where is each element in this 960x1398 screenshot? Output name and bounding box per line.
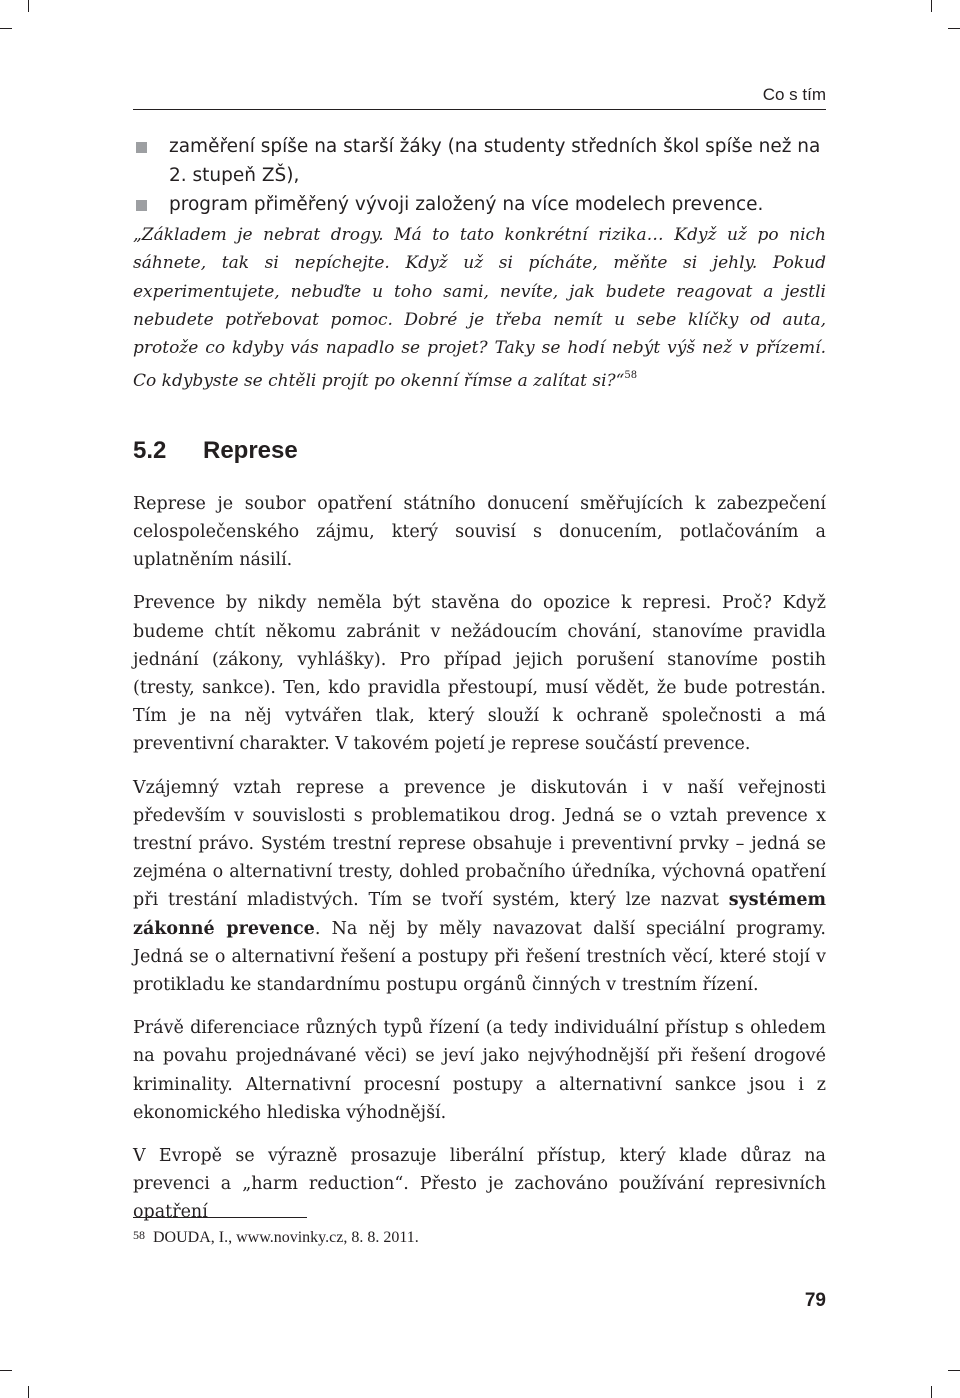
square-bullet-icon: [136, 200, 147, 211]
paragraph: Právě diferenciace různých typů řízení (a tedy individuální přístup s ohledem na povahu projednávané věci) se jeví jako nejvýhodnější při řešení drogové kriminality. Alternativní procesní postupy a alternativní sankce jsou i z ekonomického hlediska výhodnější.: [133, 1018, 826, 1123]
crop-mark-top-right-v: [931, 0, 932, 12]
crop-mark-bottom-left-v: [28, 1386, 29, 1398]
square-bullet-icon: [136, 142, 147, 153]
section-title: Represe: [203, 436, 298, 464]
section-number: 5.2: [133, 436, 167, 464]
crop-mark-top-right-h: [948, 28, 960, 29]
bold-term: systémem zákonné prevence: [133, 890, 826, 939]
bullet-list: [133, 132, 826, 219]
italic-quote: [133, 221, 826, 396]
paragraph: Prevence by nikdy neměla být stavěna do opozice k represi. Proč? Když budeme chtít někomu zabránit v nežádoucím chování, stanovíme pravidla jednání (zákony, vyhlášky). Pro případ jejich porušení stanovíme postih (tresty, sankce). Ten, kdo pravidla přestoupí, musí vědět, že bude potrestán. Tím je na něj vytvářen tlak, který slouží k ochraně společnosti a má preventivní charakter. V takovém pojetí je represe součástí prevence.: [133, 593, 826, 755]
running-title: Co s tím: [762, 85, 826, 104]
running-header: [133, 85, 826, 110]
section-heading: [133, 436, 826, 466]
paragraph-text: . Na něj by měly navazovat další speciální programy. Jedná se o alternativní řešení a postupy při řešení trestních věcí, které stojí v protikladu ke standardnímu postupu orgánů činných v trestním řízení.: [133, 918, 826, 996]
paragraph: V Evropě se výrazně prosazuje liberální přístup, který klade důraz na prevenci a „harm reduction“. Přesto je zachováno používání represivních opatření: [133, 1146, 826, 1223]
page-body: [133, 132, 826, 1242]
list-item: [133, 132, 826, 190]
footnote: [133, 1224, 826, 1249]
list-item-text: zaměření spíše na starší žáky (na studenty středních škol spíše než na 2. stupeň ZŠ),: [169, 136, 821, 186]
quote-text: „Základem je nebrat drogy. Má to tato konkrétní rizika… Když už po nich sáhnete, tak si nepíchejte. Když už si pícháte, měňte si jehly. Pokud experimentujete, nebuďte u toho sami, nevíte, jak budete reagovat a jestli nebudete potřebovat pomoc. Dobré je třeba nemít u sebe klíčky od auta, protože co kdyby vás napadlo se projet? Taky se hodí nebýt výš než v přízemí. Co kdybyste se chtěli projít po okenní římse a zalítat si?“: [133, 225, 826, 392]
crop-mark-top-left-h: [0, 28, 12, 29]
crop-mark-bottom-left-h: [0, 1370, 12, 1371]
footnote-number: 58: [133, 1228, 145, 1242]
footnote-text: DOUDA, I., www.novinky.cz, 8. 8. 2011.: [153, 1229, 419, 1246]
list-item-text: program přiměřený vývoji založený na více modelech prevence.: [169, 194, 764, 215]
footnote-reference[interactable]: 58: [624, 370, 638, 382]
crop-mark-bottom-right-v: [931, 1386, 932, 1398]
list-item: [133, 190, 826, 219]
paragraph: Represe je soubor opatření státního donucení směřujících k zabezpečení celospolečenského zájmu, který souvisí s donucením, potlačováním a uplatněním násilí.: [133, 493, 826, 571]
paragraph: [133, 774, 826, 1000]
paragraph-text: Vzájemný vztah represe a prevence je diskutován i v naší veřejnosti především v souvislosti s problematikou drog. Jedná se o vztah prevence x trestní právo. Systém trestní represe obsahuje i preventivní prvky – jedná se zejména o alternativní tresty, dohled probačního úředníka, výchovná opatření při trestání mladistvých. Tím se tvoří systém, který lze nazvat: [133, 777, 826, 911]
footnote-divider: [133, 1217, 307, 1218]
crop-mark-top-left-v: [28, 0, 29, 12]
crop-mark-bottom-right-h: [948, 1370, 960, 1371]
page-number: 79: [804, 1290, 826, 1311]
